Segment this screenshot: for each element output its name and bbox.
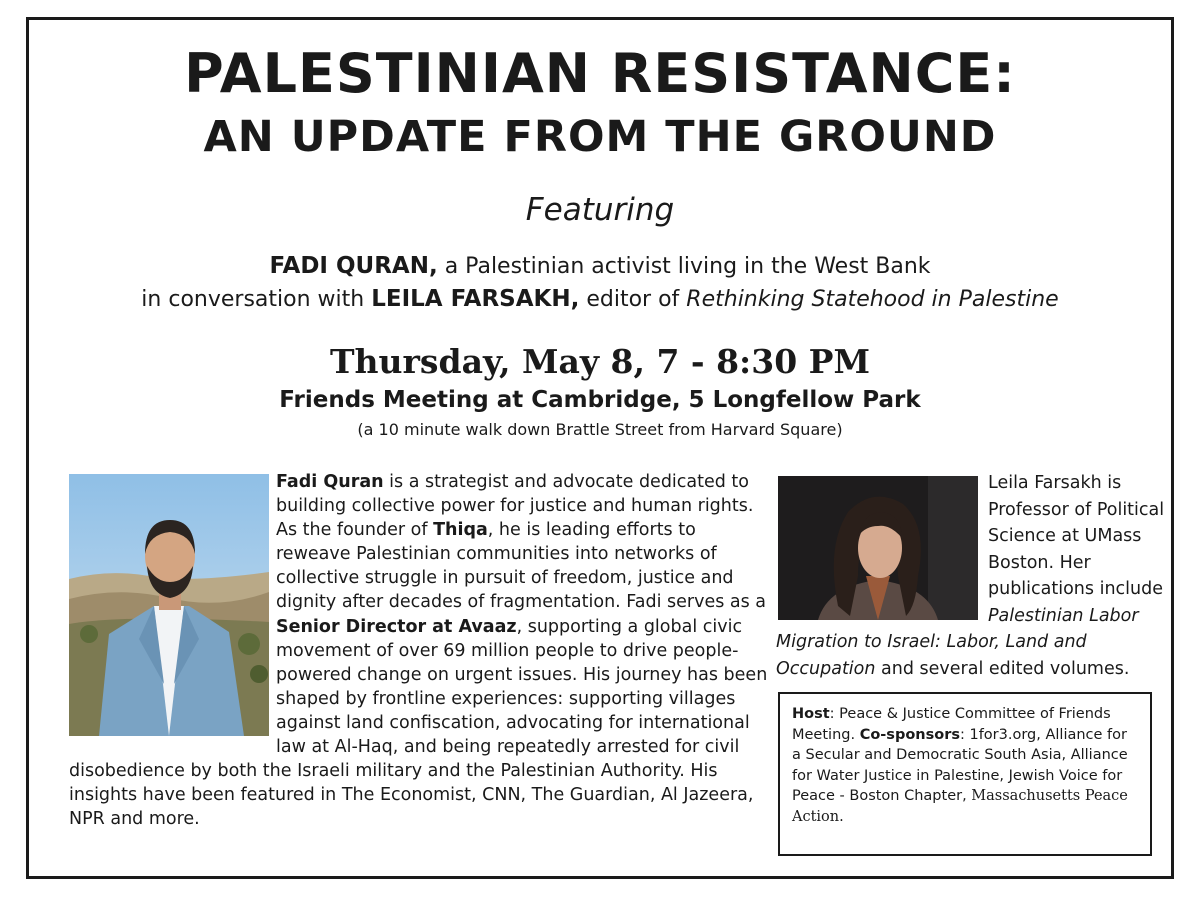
- photo-spacer: [69, 470, 276, 740]
- speaker2-description: editor of: [579, 287, 687, 312]
- speaker2-name: LEILA FARSAKH,: [371, 286, 580, 312]
- fadi-quran-bio: [69, 470, 769, 831]
- host-text: : Peace & Justice Committee of Friends Meeting.: [792, 706, 1111, 743]
- book-title: Rethinking Statehood in Palestine: [686, 287, 1059, 312]
- leila-bio-book: Palestinian Labor Migration to Israel: Labor, Land and Occupation: [776, 605, 1139, 679]
- leila-bio-text2: and several edited volumes.: [875, 658, 1130, 679]
- speaker1-line: [0, 250, 1200, 283]
- leila-bio-text1: Leila Farsakh is Professor of Political Science at UMass Boston. Her publications include: [988, 473, 1165, 599]
- event-date-time: Thursday, May 8, 7 - 8:30 PM: [329, 342, 870, 381]
- host-sponsors-box: [778, 692, 1152, 856]
- featuring-label: Featuring: [525, 192, 675, 228]
- event-title-line2: AN UPDATE FROM THE GROUND: [203, 112, 997, 162]
- event-title-line1: PALESTINIAN RESISTANCE:: [184, 42, 1016, 105]
- speaker1-name: FADI QURAN,: [269, 253, 438, 279]
- fadi-bio-text2: , he is leading efforts to reweave Palestinian communities into networks of collective struggle in pursuit of freedom, justice and dignity after decades of fragmentation. Fadi serves as a: [276, 520, 767, 613]
- last-sponsor: Massachusetts Peace Action.: [792, 788, 1128, 825]
- cosponsors-text: : 1for3.org, Alliance for a Secular and Democratic South Asia, Alliance for Water Justice in Palestine, Jewish Voice for Peace - Boston Chapter,: [792, 726, 1128, 804]
- fadi-bio-role: Senior Director at Avaaz: [276, 616, 517, 637]
- host-label: Host: [792, 706, 830, 722]
- fadi-bio-text3: , supporting a global civic movement of over 69 million people to drive people-powered change on urgent issues. His journey has been shaped by frontline experiences: supporting villages against land confiscation, advocating for international law at Al-Haq, and being repeatedly arrested for civil disobedience by both the Israeli military and the Palestinian Authority. His insights have been featured in The Economist, CNN, The Guardian, Al Jazeera, NPR and more.: [69, 616, 768, 830]
- event-directions: (a 10 minute walk down Brattle Street from Harvard Square): [357, 420, 843, 439]
- fadi-bio-org: Thiqa: [433, 520, 488, 541]
- fadi-bio-text1: is a strategist and advocate dedicated to building collective power for justice and human rights. As the founder of: [276, 472, 754, 541]
- speaker1-description: a Palestinian activist living in the West Bank: [437, 254, 931, 279]
- leila-farsakh-bio: [776, 470, 1166, 682]
- photo-spacer: [776, 470, 988, 628]
- fadi-bio-name: Fadi Quran: [276, 472, 384, 492]
- speakers-block: [0, 250, 1200, 316]
- conversation-prefix: in conversation with: [141, 287, 372, 312]
- event-venue: Friends Meeting at Cambridge, 5 Longfellow Park: [279, 387, 921, 413]
- speaker2-line: [0, 283, 1200, 316]
- cosponsors-label: Co-sponsors: [859, 726, 960, 743]
